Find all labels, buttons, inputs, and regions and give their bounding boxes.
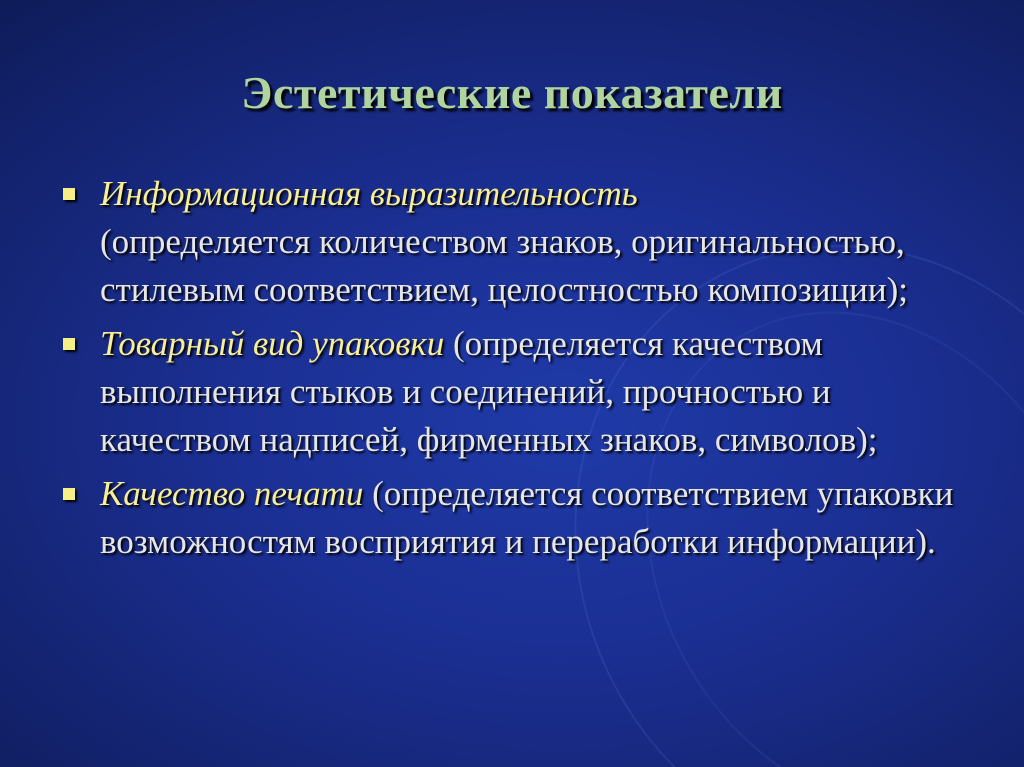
item-text: (определяется качеством выполнения стыков и соединений, прочностью и качеством надписей, фирменных знаков, символов); xyxy=(100,324,878,459)
square-bullet-icon xyxy=(63,488,75,500)
bullet-list xyxy=(60,170,980,572)
slide-title: Эстетические показатели xyxy=(241,67,783,118)
item-term: Информационная выразительность xyxy=(100,174,638,213)
item-term: Товарный вид упаковки xyxy=(100,324,445,363)
item-term: Качество печати xyxy=(100,474,364,513)
list-item xyxy=(60,320,980,464)
square-bullet-icon xyxy=(63,188,75,200)
square-bullet-icon xyxy=(63,338,75,350)
list-item xyxy=(60,170,980,314)
item-text: (определяется количеством знаков, оригинальностью, стилевым соответствием, целостностью композиции); xyxy=(100,222,909,309)
item-text: (определяется соответствием упаковки возможностям восприятия и переработки информации). xyxy=(100,474,954,561)
list-item xyxy=(60,470,980,566)
